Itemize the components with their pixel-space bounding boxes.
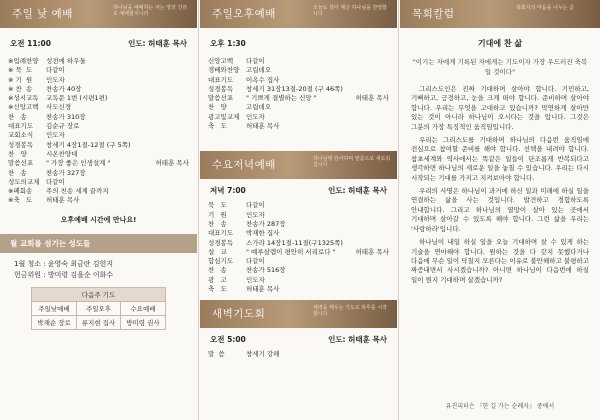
order-value: 김순규 장로 bbox=[46, 122, 80, 131]
sunday-afternoon-title: 주일오후예배 bbox=[212, 8, 276, 20]
order-label: 말씀선포 bbox=[208, 94, 234, 103]
order-label: 대표기도 bbox=[8, 122, 34, 131]
order-label: 대표기도 bbox=[208, 229, 234, 238]
wednesday-time-line bbox=[200, 185, 397, 196]
order-row bbox=[208, 211, 389, 220]
order-value: 찬송가 310장 bbox=[46, 112, 86, 121]
dawn-prayer-order bbox=[200, 350, 397, 359]
duty-header: 수요예배 bbox=[121, 301, 165, 315]
wednesday-banner bbox=[200, 151, 397, 179]
order-preacher: 허태훈 목사 bbox=[355, 94, 389, 103]
order-label: 찬 송 bbox=[8, 168, 27, 177]
order-value: 스가랴 14장1절-11절(구1325쪽) bbox=[246, 238, 343, 247]
sunday-afternoon-banner bbox=[200, 0, 397, 28]
order-row bbox=[8, 150, 189, 159]
order-value: 다같이 bbox=[46, 177, 65, 186]
order-label: 성도의교제 bbox=[8, 177, 40, 186]
order-value: 인도자 bbox=[46, 131, 65, 140]
order-row bbox=[8, 159, 189, 168]
column-paragraph: 우리는 그리스도를 기대하며 하나님의 다음번 움직임에 전심으로 참여할 준비를 해야 합니다. 선택을 내려야 합니다. 참초세계와 역사에서는 똑같은 일들이 단조롭게 반복되다고 생각하면 하나님의 새로운 일을 놓칠 수 있습니다. 우리는 다시 시작되는 기대를 가지고 지켜보아야 합니다. bbox=[411, 136, 589, 182]
wednesday-title: 수요저녁예배 bbox=[212, 159, 276, 172]
order-label: 성경봉독 bbox=[208, 84, 234, 93]
column-quote: "이기는 자에게 기록된 자에게는 기도이자 가장 우드러진 축복일 것이다" bbox=[412, 58, 588, 76]
pastor-column-title: 목회칼럼 bbox=[412, 8, 455, 20]
order-value: 고립데오 bbox=[246, 103, 272, 112]
order-label: ※신앙고백 bbox=[8, 103, 39, 112]
order-label: ※입례찬양 bbox=[8, 57, 39, 65]
column-paragraph: 우리의 사명은 하나님이 과거에 하신 일과 미래에 하실 일을 연결하는 삶을 사는 것입니다. 발견하고 경험하도록 안내합니다. 그리고 하나님의 열망이 살아 있는 곳에서 기대하며 살아갈 수 있도록 해야 합니다. 그런 삶을 우리는 '사랑하라'입니다. bbox=[411, 187, 589, 233]
order-label: 설 교 bbox=[208, 247, 227, 256]
column-divider bbox=[398, 0, 399, 420]
order-preacher: 허태훈 목사 bbox=[355, 247, 389, 256]
order-value: 인도자 bbox=[246, 275, 265, 284]
pastor-column bbox=[400, 0, 600, 420]
order-value: " 가장 좋은 인생설계 " bbox=[46, 159, 111, 168]
order-label: 말씀선포 bbox=[8, 159, 34, 168]
order-value: " 예루살렘이 평안히 서리로다 " bbox=[246, 247, 336, 256]
dawn-prayer-time-line bbox=[200, 334, 397, 345]
order-row bbox=[208, 201, 389, 210]
order-value: 창세기 강해 bbox=[246, 350, 280, 359]
order-row bbox=[208, 57, 389, 66]
order-row bbox=[8, 85, 189, 94]
order-label: 성경봉독 bbox=[208, 238, 234, 247]
order-row bbox=[208, 248, 389, 257]
duty-cell: 류지현 집사 bbox=[76, 315, 120, 329]
order-row bbox=[208, 257, 389, 266]
next-week-prayer-table bbox=[31, 287, 165, 330]
order-label: 찬 양 bbox=[8, 149, 27, 158]
order-row bbox=[208, 229, 389, 238]
column-signature: 유진피터슨 『한 길 가는 순례자』 중에서 bbox=[445, 403, 555, 410]
order-label: ※ 묵 도 bbox=[8, 66, 33, 75]
order-label: ※ 기 원 bbox=[8, 75, 33, 84]
dawn-prayer-banner-note: 새벽을 깨우는 기도로 하루를 시작합니다 bbox=[313, 305, 387, 318]
wednesday-time: 저녁 7:00 bbox=[210, 186, 246, 196]
order-row bbox=[208, 239, 389, 248]
order-row bbox=[8, 113, 189, 122]
next-week-prayer-title: 다음주 기도 bbox=[32, 287, 165, 301]
order-label: 광고및교제 bbox=[208, 112, 240, 121]
order-label: 기 원 bbox=[208, 210, 227, 219]
order-row bbox=[8, 122, 189, 131]
wednesday-order bbox=[200, 201, 397, 294]
order-label: 말 씀 bbox=[208, 350, 225, 359]
order-value: 창세기 31장13절-20절 (구 46쪽) bbox=[246, 84, 343, 93]
order-row bbox=[208, 266, 389, 275]
column-paragraph: 그리스도인은 진짜 기대하며 살아야 합니다. 기민하고, 기뻐하고, 긍정하고, 눈을 크게 떠야 합니다. 준비하며 살아야 합니다. 우리는 무엇을 고대하고 있습니까? 막연하게 살아만 있는 것이 아니라 하나님이 오시다는 것을 압니다. 그것은 그분의 가장 특징적인 움직임입니다. bbox=[411, 85, 589, 131]
order-label: 광 고 bbox=[208, 275, 227, 284]
sunday-morning-column bbox=[0, 0, 197, 420]
duty-cell: 박재순 장로 bbox=[32, 315, 76, 329]
servants-line-2: 헌금위원 : 방미령 김을순 이화수 bbox=[14, 270, 114, 279]
sunday-morning-order bbox=[0, 57, 197, 206]
dawn-prayer-title: 새벽기도회 bbox=[212, 308, 266, 321]
sunday-morning-banner bbox=[0, 0, 197, 28]
sunday-afternoon-banner-note: 오늘도 살아 계신 하나님을 찬양합니다 bbox=[313, 5, 387, 17]
order-value: 허태훈 목사 bbox=[246, 285, 280, 294]
order-label: ※폐회송 bbox=[8, 187, 33, 196]
order-row bbox=[8, 178, 189, 187]
order-value: 박재한 집사 bbox=[246, 229, 280, 238]
sunday-morning-time-line bbox=[0, 38, 197, 49]
sunday-afternoon-time: 오후 1:30 bbox=[210, 39, 246, 48]
order-row bbox=[8, 169, 189, 178]
order-row bbox=[208, 85, 389, 94]
column-divider bbox=[198, 0, 199, 420]
duty-cell: 방미령 권사 bbox=[121, 315, 165, 329]
order-label: 경배와찬양 bbox=[208, 66, 240, 75]
sunday-afternoon-order bbox=[200, 57, 397, 131]
order-value: 찬송가 516장 bbox=[246, 266, 286, 275]
services-column bbox=[200, 0, 397, 420]
order-row bbox=[208, 66, 389, 75]
order-label: 축 도 bbox=[208, 122, 227, 131]
order-label: 축 도 bbox=[208, 285, 227, 294]
order-label: ※ 찬 송 bbox=[8, 84, 33, 93]
order-row bbox=[208, 76, 389, 85]
order-value: 시온찬양대 bbox=[46, 149, 78, 158]
order-value: 고립데오 bbox=[246, 66, 272, 75]
sunday-morning-title: 주일 낮 예배 bbox=[12, 8, 73, 20]
order-value: 성전에 하우둘 bbox=[46, 57, 86, 65]
order-label: 찬 송 bbox=[208, 219, 227, 228]
order-value: 허태훈 목사 bbox=[246, 122, 280, 131]
order-value: 이옥수 집사 bbox=[246, 75, 280, 84]
order-label: 찬 양 bbox=[208, 103, 227, 112]
order-row bbox=[208, 103, 389, 112]
duty-header: 주일오후 bbox=[76, 301, 120, 315]
order-value: 인도자 bbox=[246, 112, 265, 121]
dawn-prayer-leader: 인도: 허태훈 목사 bbox=[328, 335, 387, 345]
order-value: 다같이 bbox=[246, 257, 265, 266]
order-value: 창세기 4장1절-12절 (구 5쪽) bbox=[46, 140, 131, 149]
order-row bbox=[8, 196, 189, 205]
order-value: 인도자 bbox=[246, 210, 265, 219]
order-row bbox=[8, 76, 189, 85]
order-row bbox=[8, 66, 189, 75]
order-label: ※축 도 bbox=[8, 196, 33, 205]
order-value: 찬송가 40장 bbox=[46, 84, 82, 93]
dawn-prayer-banner bbox=[200, 300, 397, 328]
order-row bbox=[8, 57, 189, 66]
order-row bbox=[208, 276, 389, 285]
order-preacher: 허태훈 목사 bbox=[155, 159, 189, 168]
order-value: 다같이 bbox=[246, 57, 265, 65]
sunday-morning-time: 오전 11:00 bbox=[10, 39, 51, 48]
order-row bbox=[208, 113, 389, 122]
sunday-morning-banner-note: 하나님을 예배하는 자는 영과 진리로 예배할지니라 bbox=[113, 5, 187, 17]
pastor-column-banner bbox=[400, 0, 600, 28]
column-paragraph: 하나님이 내일 하실 일을 오늘 기대하며 살 수 있게 하는 기술을 연마해야 합니다. 원하는 것을 다 갖지 못했다거나 다음에 무슨 일이 닥칠지 모른다는 이유로 불안해하고 불평하고 짜증내면서 사시겠습니까? 아니면 하나님이 다음번에 하실 일이 뭔지 기대하며 살겠습니까? bbox=[411, 238, 589, 284]
order-row bbox=[8, 103, 189, 112]
servants-bar: 월 교회를 섬기는 성도들 bbox=[0, 234, 197, 253]
order-label: 교회소식 bbox=[8, 131, 34, 140]
order-value: 찬송가 327장 bbox=[46, 168, 86, 177]
order-value: 주의 친송 세계 끝까지 bbox=[46, 187, 109, 196]
order-label: ※성시교독 bbox=[8, 94, 39, 103]
sunday-morning-leader: 인도: 허태훈 목사 bbox=[128, 39, 187, 48]
duty-header: 주일낮예배 bbox=[32, 301, 76, 315]
sunday-afternoon-time-line bbox=[200, 38, 397, 49]
order-value: 허태훈 목사 bbox=[46, 196, 80, 205]
order-label: 대표기도 bbox=[208, 75, 234, 84]
order-row bbox=[208, 94, 389, 103]
order-row bbox=[8, 141, 189, 150]
pastor-column-banner-note: 목회자의 마음을 나누는 글 bbox=[516, 5, 574, 11]
order-value: 다같이 bbox=[46, 66, 65, 75]
order-label: 찬 송 bbox=[208, 266, 227, 275]
order-value: 찬송가 287장 bbox=[246, 219, 286, 228]
wednesday-banner-note: 하나님께 감사하며 말씀으로 새로워집니다 bbox=[313, 156, 391, 169]
dawn-prayer-time: 오전 5:00 bbox=[210, 335, 246, 345]
order-row bbox=[208, 122, 389, 131]
order-value: 인도자 bbox=[46, 75, 65, 84]
order-value: 다같이 bbox=[246, 201, 265, 210]
order-row bbox=[8, 131, 189, 140]
wednesday-leader: 인도: 허태훈 목사 bbox=[328, 186, 387, 196]
order-value: " 기쁘게 결별하는 신앙 " bbox=[246, 94, 317, 103]
order-label: 찬 송 bbox=[8, 112, 27, 121]
afternoon-invite: 오후예배 시간에 만나요! bbox=[60, 215, 137, 224]
column-title: 기대에 찬 삶 bbox=[477, 39, 523, 48]
order-row bbox=[208, 285, 389, 294]
order-value: 사도신경 bbox=[46, 103, 72, 112]
order-label: 묵 도 bbox=[208, 201, 227, 210]
order-row bbox=[208, 350, 389, 359]
order-row bbox=[208, 220, 389, 229]
order-row bbox=[8, 187, 189, 196]
order-label: 성경봉독 bbox=[8, 140, 34, 149]
servants-line-1: 1월 청소 : 윤영숙 최금란 김헌지 bbox=[14, 259, 114, 268]
order-label: 합심기도 bbox=[208, 257, 234, 266]
order-value: 교독문 1번 (시편1편) bbox=[46, 94, 108, 103]
order-label: 신앙고백 bbox=[208, 57, 234, 65]
